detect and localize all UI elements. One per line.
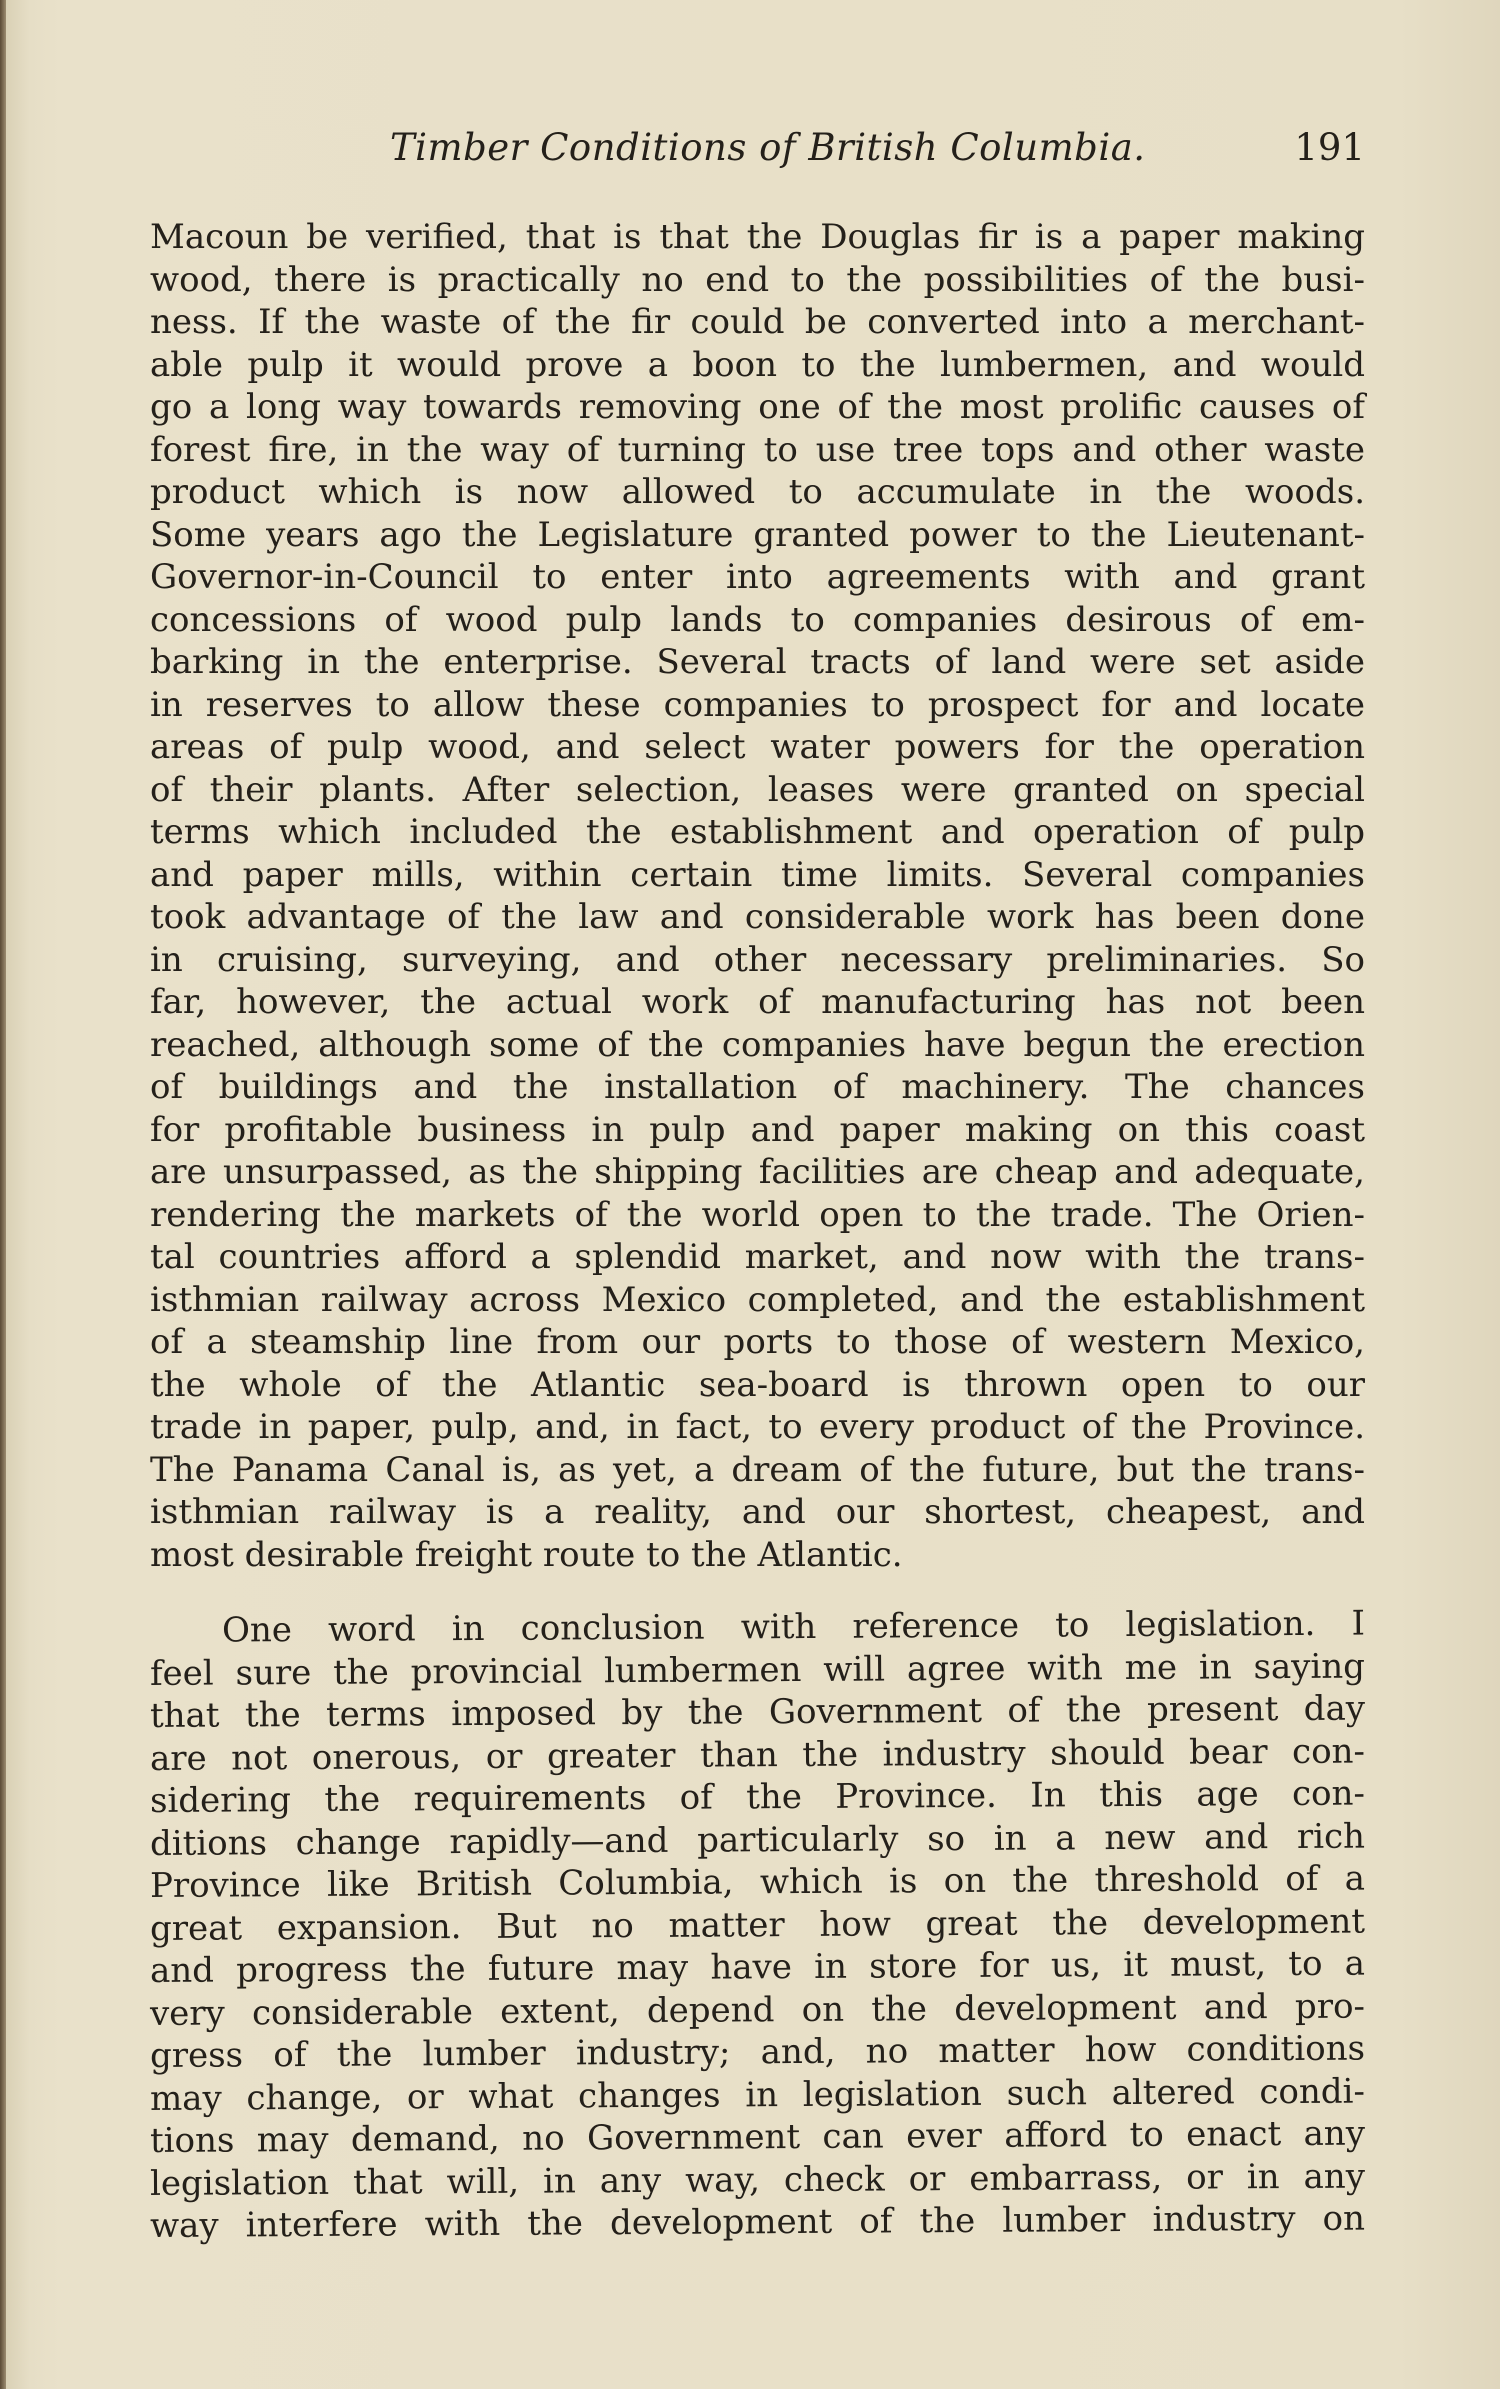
text-line: ditions change rapidly—and particularly so in a new and rich bbox=[149, 1816, 1366, 1864]
text-line: isthmian railway across Mexico completed, and the establishment bbox=[150, 1279, 1365, 1320]
text-line: may change, or what changes in legislation such altered condi- bbox=[149, 2071, 1366, 2119]
text-line: Province like British Columbia, which is on the threshold of a bbox=[149, 1858, 1366, 1906]
text-line: terms which included the establishment and operation of pulp bbox=[150, 812, 1365, 852]
text-line: sidering the requirements of the Province. In this age con- bbox=[149, 1773, 1366, 1821]
text-line: in cruising, surveying, and other necessary preliminaries. So bbox=[150, 939, 1365, 980]
paragraph-2 bbox=[149, 1603, 1366, 2248]
text-line: tions may demand, no Government can ever afford to enact any bbox=[149, 2113, 1366, 2161]
text-line: isthmian railway is a reality, and our shortest, cheapest, and bbox=[150, 1492, 1365, 1532]
text-line: and progress the future may have in store for us, it must, to a bbox=[149, 1943, 1366, 1991]
text-line: are unsurpassed, as the shipping facilities are cheap and adequate, bbox=[150, 1152, 1365, 1192]
text-line: Macoun be verified, that is that the Douglas fir is a paper making bbox=[150, 217, 1365, 257]
text-line: wood, there is practically no end to the possibilities of the busi- bbox=[150, 259, 1365, 300]
text-line: of their plants. After selection, leases were granted on special bbox=[150, 769, 1365, 810]
text-line: that the terms imposed by the Government of the present day bbox=[149, 1688, 1366, 1736]
body-text bbox=[150, 216, 1365, 2248]
text-line: took advantage of the law and considerable work has been done bbox=[150, 897, 1365, 937]
text-line: of a steamship line from our ports to those of western Mexico, bbox=[150, 1322, 1365, 1362]
text-line: are not onerous, or greater than the industry should bear con- bbox=[149, 1731, 1366, 1779]
text-line: barking in the enterprise. Several tracts of land were set aside bbox=[150, 642, 1365, 682]
text-line: Some years ago the Legislature granted power to the Lieutenant- bbox=[150, 514, 1365, 555]
text-line: for profitable business in pulp and paper making on this coast bbox=[150, 1109, 1365, 1150]
running-title: Timber Conditions of British Columbia. bbox=[390, 126, 1146, 169]
text-line: of buildings and the installation of machinery. The chances bbox=[150, 1067, 1365, 1107]
text-line: forest fire, in the way of turning to use tree tops and other waste bbox=[150, 429, 1365, 470]
page-header bbox=[150, 120, 1365, 180]
text-line: One word in conclusion with reference to legislation. I bbox=[221, 1603, 1366, 1651]
text-line: trade in paper, pulp, and, in fact, to every product of the Province. bbox=[150, 1407, 1365, 1447]
binding-edge bbox=[0, 0, 6, 2389]
text-line: legislation that will, in any way, check or embarrass, or in any bbox=[149, 2156, 1366, 2204]
text-line: very considerable extent, depend on the development and pro- bbox=[149, 1986, 1366, 2034]
text-line: product which is now allowed to accumulate in the woods. bbox=[150, 472, 1365, 512]
text-line: tal countries afford a splendid market, and now with the trans- bbox=[150, 1237, 1365, 1277]
paragraph-1 bbox=[150, 216, 1365, 1576]
text-line: Governor-in-Council to enter into agreements with and grant bbox=[150, 557, 1365, 597]
text-line: the whole of the Atlantic sea-board is thrown open to our bbox=[150, 1364, 1365, 1405]
text-line: concessions of wood pulp lands to companies desirous of em- bbox=[150, 599, 1365, 640]
text-line: gress of the lumber industry; and, no matter how conditions bbox=[149, 2028, 1366, 2076]
page-number: 191 bbox=[1294, 126, 1365, 169]
text-line: ness. If the waste of the fir could be converted into a merchant- bbox=[150, 302, 1365, 342]
text-line: far, however, the actual work of manufacturing has not been bbox=[150, 982, 1365, 1022]
text-line: reached, although some of the companies have begun the erection bbox=[150, 1024, 1365, 1065]
text-line: great expansion. But no matter how great the development bbox=[149, 1901, 1366, 1949]
text-line: able pulp it would prove a boon to the lumbermen, and would bbox=[150, 344, 1365, 385]
text-line: rendering the markets of the world open to the trade. The Orien- bbox=[150, 1194, 1365, 1235]
text-line: in reserves to allow these companies to prospect for and locate bbox=[150, 684, 1365, 725]
text-line: go a long way towards removing one of the most prolific causes of bbox=[150, 387, 1365, 427]
text-line: feel sure the provincial lumbermen will agree with me in saying bbox=[149, 1646, 1366, 1694]
text-line: way interfere with the development of the lumber industry on bbox=[149, 2198, 1366, 2246]
text-line: most desirable freight route to the Atlantic. bbox=[150, 1534, 903, 1575]
text-line: and paper mills, within certain time limits. Several companies bbox=[150, 854, 1365, 895]
text-line: The Panama Canal is, as yet, a dream of the future, but the trans- bbox=[150, 1449, 1365, 1490]
text-line: areas of pulp wood, and select water powers for the operation bbox=[150, 727, 1365, 767]
